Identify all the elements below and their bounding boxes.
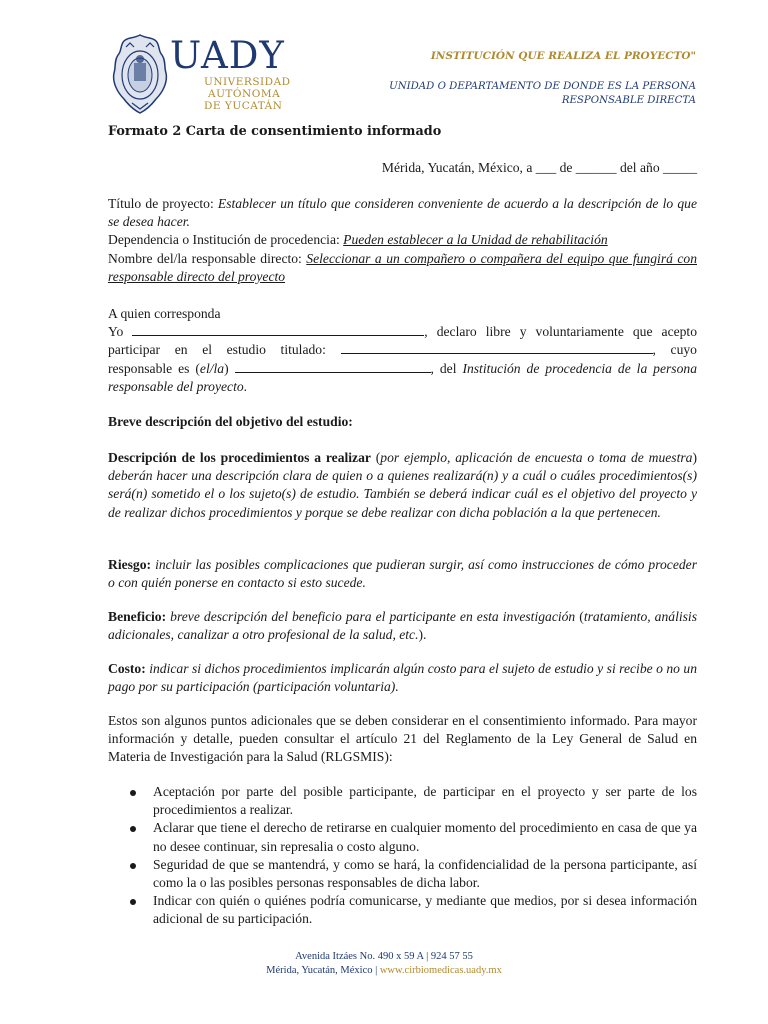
department-line: RESPONSABLE DIRECTA bbox=[561, 95, 696, 106]
university-name-line: UNIVERSIDAD bbox=[204, 76, 291, 88]
procedures-paragraph bbox=[108, 449, 697, 522]
footer-city: Mérida, Yucatán, México | bbox=[266, 965, 380, 976]
institution-heading: INSTITUCIÓN QUE REALIZA EL PROYECTO" bbox=[430, 50, 696, 62]
risk-text: incluir las posibles complicaciones que pudieran surgir, así como instrucciones de cómo proceder o con quién ponerse en contacto si esto sucede. bbox=[108, 557, 697, 591]
benefit-paren-text: tratamiento, análisis adicionales, canalizar a otro profesional de la salud, etc. bbox=[108, 609, 697, 643]
benefit-paren-open: ( bbox=[575, 609, 584, 624]
benefit-label: Beneficio: bbox=[108, 609, 167, 624]
bullet-icon bbox=[130, 863, 136, 869]
benefit-text: breve descripción del beneficio para el participante en esta investigación bbox=[166, 609, 576, 624]
dependency-value: Pueden establecer a la Unidad de rehabilitación bbox=[343, 232, 608, 248]
uady-wordmark: UADY bbox=[170, 34, 285, 77]
institution-origin-text: Institución de procedencia de la persona responsable del proyecto bbox=[108, 360, 697, 394]
list-item bbox=[108, 783, 697, 819]
footer-website-link[interactable]: www.cirbiomedicas.uady.mx bbox=[379, 965, 502, 976]
page-footer bbox=[0, 950, 768, 978]
date-line: Mérida, Yucatán, México, a ___ de ______ del año _____ bbox=[381, 160, 697, 175]
list-item-text: Aclarar que tiene el derecho de retirarse en cualquier momento del procedimiento en casa de que ya no desee continuar, sin represalia o costo alguno. bbox=[153, 820, 697, 854]
project-title-label: Título de proyecto: bbox=[108, 196, 218, 211]
declaro-text: , declaro libre y voluntariamente que acepto participar en el estudio titulado: bbox=[108, 324, 698, 358]
to-whom-line: A quien corresponda bbox=[108, 306, 221, 321]
university-name bbox=[204, 76, 291, 112]
el-la-text: el/la bbox=[199, 360, 225, 376]
list-item-text: Seguridad de que se mantendrá, y como se hará, la confidencialidad de la persona participante, así como la o las posibles personas responsables de dicha labor. bbox=[153, 856, 697, 891]
additional-points-list bbox=[108, 783, 697, 929]
cost-paragraph bbox=[108, 660, 697, 696]
cuyo-text: , cuyo responsable es ( bbox=[108, 342, 697, 376]
procedures-text: deberán hacer una descripción clara de quien o a quienes realizará(n) y a cuál o cuáles procedimientos(s) será(n) sometido el o los sujeto(s) de estudio. También se deberá indicar cuál es el objetivo del proyecto y de realizar dichos procedimientos y porque se debe realizar con dicha población a la que pertenecen. bbox=[108, 468, 697, 520]
bullet-icon bbox=[130, 899, 136, 905]
university-name-line: DE YUCATÁN bbox=[204, 100, 283, 112]
yo-label: Yo bbox=[108, 324, 133, 340]
procedures-example: por ejemplo, aplicación de encuesta o toma de muestra bbox=[380, 450, 693, 465]
project-title-value: Establecer un título que consideren conveniente de acuerdo a la descripción de lo que se desea hacer. bbox=[108, 196, 697, 230]
study-title-blank bbox=[341, 341, 653, 354]
procedures-heading: Descripción de los procedimientos a realizar bbox=[108, 450, 371, 465]
list-item-text: Indicar con quién o quiénes podría comunicarse, y mediante que medios, por si desea información adicional de su participación. bbox=[153, 893, 697, 927]
additional-points-paragraph: Estos son algunos puntos adicionales que se deben considerar en el consentimiento informado. Para mayor información y detalle, pueden consultar el artículo 21 del Reglamento de la Ley General de Salud en Materia de Investigación para la Salud (RLGSMIS): bbox=[108, 713, 697, 765]
responsible-blank bbox=[235, 360, 431, 373]
brief-description-heading bbox=[108, 413, 697, 431]
responsible-label: Nombre del/la responsable directo: bbox=[108, 250, 307, 266]
procedures-paren-close: ) bbox=[692, 450, 697, 465]
period-text: . bbox=[243, 378, 248, 394]
bullet-icon bbox=[130, 790, 136, 796]
university-name-line: AUTÓNOMA bbox=[208, 88, 281, 100]
risk-label: Riesgo: bbox=[108, 557, 152, 572]
footer-address: Avenida Itzáes No. 490 x 59 A | 924 57 55 bbox=[295, 951, 473, 962]
procedures-paren-open: ( bbox=[370, 450, 381, 465]
project-info bbox=[108, 195, 697, 286]
document-title: Formato 2 Carta de consentimiento informado bbox=[108, 124, 442, 139]
close-paren-text: ) bbox=[224, 360, 235, 376]
del-text: , del bbox=[430, 360, 463, 376]
bullet-icon bbox=[130, 826, 136, 832]
list-item-text: Aceptación por parte del posible participante, de participar en el proyecto y ser parte de los procedimientos a realizar. bbox=[153, 784, 697, 818]
list-item bbox=[108, 892, 697, 928]
cost-text: indicar si dichos procedimientos implicarán algún costo para el sujeto de estudio y si recibe o no un pago por su participación (participación voluntaria). bbox=[108, 661, 697, 695]
name-blank bbox=[132, 323, 424, 336]
responsible-value: Seleccionar a un compañero o compañera del equipo que fungirá con responsable directo del proyecto bbox=[108, 250, 697, 284]
risk-paragraph bbox=[108, 556, 697, 592]
benefit-paragraph bbox=[108, 608, 697, 644]
department-line: UNIDAD O DEPARTAMENTO DE DONDE ES LA PERSONA bbox=[389, 81, 696, 92]
department-heading bbox=[389, 80, 696, 108]
benefit-paren-close: ). bbox=[418, 627, 427, 643]
list-item bbox=[108, 819, 697, 855]
uady-seal-logo bbox=[110, 33, 170, 115]
consent-statement bbox=[108, 305, 697, 396]
dependency-label: Dependencia o Institución de procedencia: bbox=[108, 232, 344, 248]
brief-description-heading-text: Breve descripción del objetivo del estudio: bbox=[108, 414, 353, 429]
cost-label: Costo: bbox=[108, 661, 146, 676]
list-item bbox=[108, 856, 697, 892]
